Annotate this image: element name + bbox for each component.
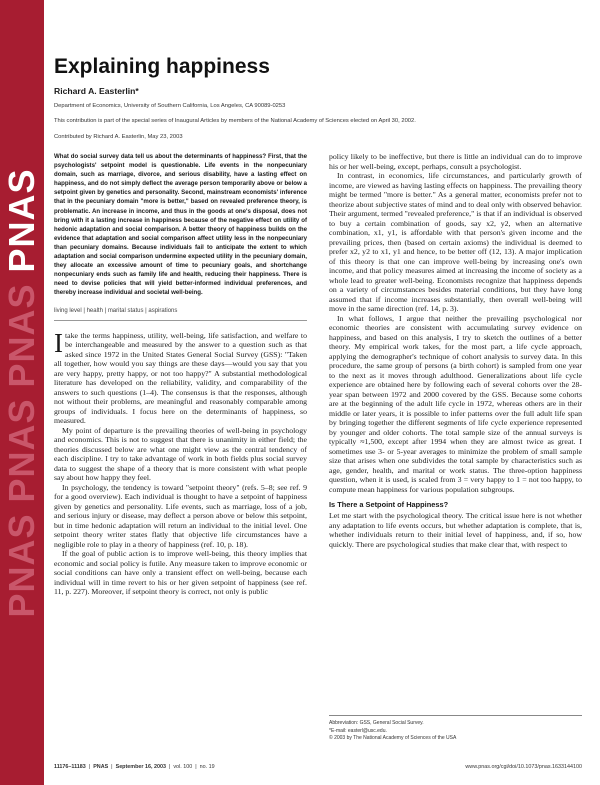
special-series-note: This contribution is part of the special series of Inaugural Articles by members of the National Academy of Sciences elected on April 30, 2002. xyxy=(54,118,416,124)
left-column xyxy=(54,152,307,597)
footnote-abbreviation: Abbreviation: GSS, General Social Survey. xyxy=(329,720,424,726)
keywords: living level | health | marital status | aspirations xyxy=(54,307,178,314)
page-footer-citation: 11176–11183 | PNAS | September 16, 2003 | vol. 100 | no. 19 xyxy=(54,764,215,770)
intro-text: take the terms happiness, utility, well-being, life satisfaction, and welfare to be interchangeable and measured by the answer to a question such as that asked since 1972 in the United States General Social Survey (GSS): "Taken all together, how would you say things are these days—would you say that you are very happy, pretty happy, or not too happy?" A substantial methodological literature has developed on the reliability, validity, and comparability of the answers to such questions (1–4). The consensus is that the responses, although not without their problems, are meaningful and reasonably comparable among groups of individuals. I focus here on the determinants of happiness, so measured. xyxy=(54,330,307,425)
contributed-line: Contributed by Richard A. Easterlin, May 23, 2003 xyxy=(54,134,183,140)
section-heading: Is There a Setpoint of Happiness? xyxy=(329,500,449,509)
body-paragraph: In psychology, the tendency is toward "setpoint theory" (refs. 5–8; see ref. 9 for a good overview). Each individual is thought to have a setpoint of happiness given by genetics and personality. Life events, such as marriage, loss of a job, and serious injury or disease, may deflect a person above or below this setpoint, but in time hedonic adaptation will return an individual to the initial level. One setpoint theory writer states flatly that objective life circumstances have a negligible role to play in a theory of happiness (ref. 10, p. 18). xyxy=(54,482,307,549)
body-paragraph: My point of departure is the prevailing theories of well-being in psychology and economics. This is not to suggest that there is unanimity in either field; the theories discussed below are what one might view as the central tendency of each discipline. I try to take advantage of work in both fields plus social survey data to suggest the shape of a theory that is more consistent with what people say about how happy they feel. xyxy=(54,425,307,482)
footnotes xyxy=(329,715,582,743)
sidebar-text-light: PNAS PNAS PNAS xyxy=(1,271,42,618)
body-paragraph: policy likely to be ineffective, but there is little an individual can do to improve his or her well-being, except, perhaps, consult a psychologist. xyxy=(329,152,582,171)
footer-date: September 16, 2003 xyxy=(115,764,166,770)
right-column xyxy=(329,152,582,549)
body-paragraph: In what follows, I argue that neither the prevailing psychological nor economic theories are consistent with accumulating survey evidence on happiness, and based on this analysis, I try to sketch the outlines of a better theory. My empirical work takes, for the most part, a life cycle approach, applying the demographer's technique of cohort analysis to survey data. In this procedure, the same group of persons (a birth cohort) is sampled from one year to the next as it moves through adulthood. Generalizations about life cycle experience are obtained here by following each of several cohorts over the 28-year span between 1972 and 2000 covered by the GSS. Because some cohorts are at the beginning of the adult life cycle in 1972, whereas others are in their middle or later years, it is possible to infer patterns over the full adult life span by bringing together the different segments of life cycle experience represented by younger and older cohorts. The total sample size of the annual surveys is typically ≈1,500, except after 1994 when they are almost twice as great. I sometimes use 3- or 5-year averages to minimize the problem of small sample size that arises when one subdivides the total sample by characteristics such as age, gender, health, and marital or work status. The three-option happiness question, when it is used, is scaled from 3 = very happy to 1 = not too happy, to compute mean happiness for various population subgroups. xyxy=(329,313,582,494)
footnote-copyright: © 2003 by The National Academy of Sciences of the USA xyxy=(329,735,457,741)
footer-journal: PNAS xyxy=(93,764,109,770)
body-paragraph: In contrast, in economics, life circumstances, and particularly growth of income, are viewed as having lasting effects on happiness. The prevailing theory might be termed "more is better." As a general matter, economists prefer not to theorize about subjective states of mind and to deal only with observed behavior. Their argument, termed "revealed preference," is that if an individual is observed to buy a certain combination of goods, say x2, y2, when an alternative combination, x1, y1, is affordable with that person's given income and the prevailing prices, then (based on certain axioms) the individual is deemed to prefer x2, y2 to x1, y1 and hence, to be better off (12, 13). A major implication of this theory is that one can improve well-being by increasing one's own income, and that policy measures aimed at increasing the income of society as a whole lead to greater well-being. Economists recognize that happiness depends on a variety of circumstances besides material conditions, but they have long assumed that if income increases substantially, then overall well-being will move in the same direction (ref. 14, p. 3). xyxy=(329,171,582,313)
footnote-email: *E-mail: easterl@usc.edu. xyxy=(329,727,387,734)
author-affiliation: Department of Economics, University of Southern California, Los Angeles, CA 90089-0253 xyxy=(54,103,286,109)
footer-volume: vol. 100 xyxy=(173,764,193,770)
journal-sidebar xyxy=(0,0,44,785)
footer-doi-link[interactable]: www.pnas.org/cgi/doi/10.1073/pnas.1633144100 xyxy=(465,764,582,770)
article-title: Explaining happiness xyxy=(54,55,270,78)
footer-number: no. 19 xyxy=(199,764,215,770)
body-paragraph: If the goal of public action is to improve well-being, this theory implies that economic and social policy is futile. Any measure taken to improve economic or social conditions can have only a transient effect on well-being, because each individual will in time revert to his or her given setpoint of happiness (see ref. 11, p. 227). Moreover, if setpoint theory is correct, not only is public xyxy=(54,549,307,596)
drop-cap: I xyxy=(54,327,63,358)
author-name: Richard A. Easterlin* xyxy=(54,86,139,96)
abstract-divider xyxy=(54,320,307,321)
footer-pages: 11176–11183 xyxy=(54,764,86,770)
body-paragraph: Let me start with the psychological theory. The critical issue here is not whether any adaptation to life events occurs, but whether adaptation is complete, that is, whether individuals return to their initial level of happiness, and, if so, how quickly. There are psychological studies that make clear that, with respect to xyxy=(329,511,582,549)
sidebar-logo-text xyxy=(1,168,43,617)
sidebar-text-bold: PNAS xyxy=(1,167,42,272)
article-page xyxy=(54,0,582,785)
abstract: What do social survey data tell us about the determinants of happiness? First, that the psychologists' setpoint model is questionable. Life events in the nonpecuniary domain, such as marriage, divorce, and serious disability, have a lasting effect on happiness, and do not simply deflect the average person temporarily above or below a setpoint given by genetics and personality. Second, mainstream economists' inference that in the pecuniary domain "more is better," based on revealed preference theory, is problematic. An increase in income, and thus in the goods at one's disposal, does not bring with it a lasting increase in happiness because of the negative effect on utility of hedonic adaptation and social comparison. A better theory of happiness builds on the evidence that adaptation and social comparison affect utility less in the nonpecuniary than pecuniary domains. Because individuals fail to anticipate the extent to which adaptation and social comparison undermine expected utility in the pecuniary domain, they allocate an excessive amount of time to pecuniary goals, and shortchange nonpecuniary ends such as family life and health, reducing their happiness. There is need to devise policies that will yield better-informed individual preferences, and thereby increase individual and societal well-being. xyxy=(54,153,307,297)
intro-paragraph xyxy=(54,327,307,426)
